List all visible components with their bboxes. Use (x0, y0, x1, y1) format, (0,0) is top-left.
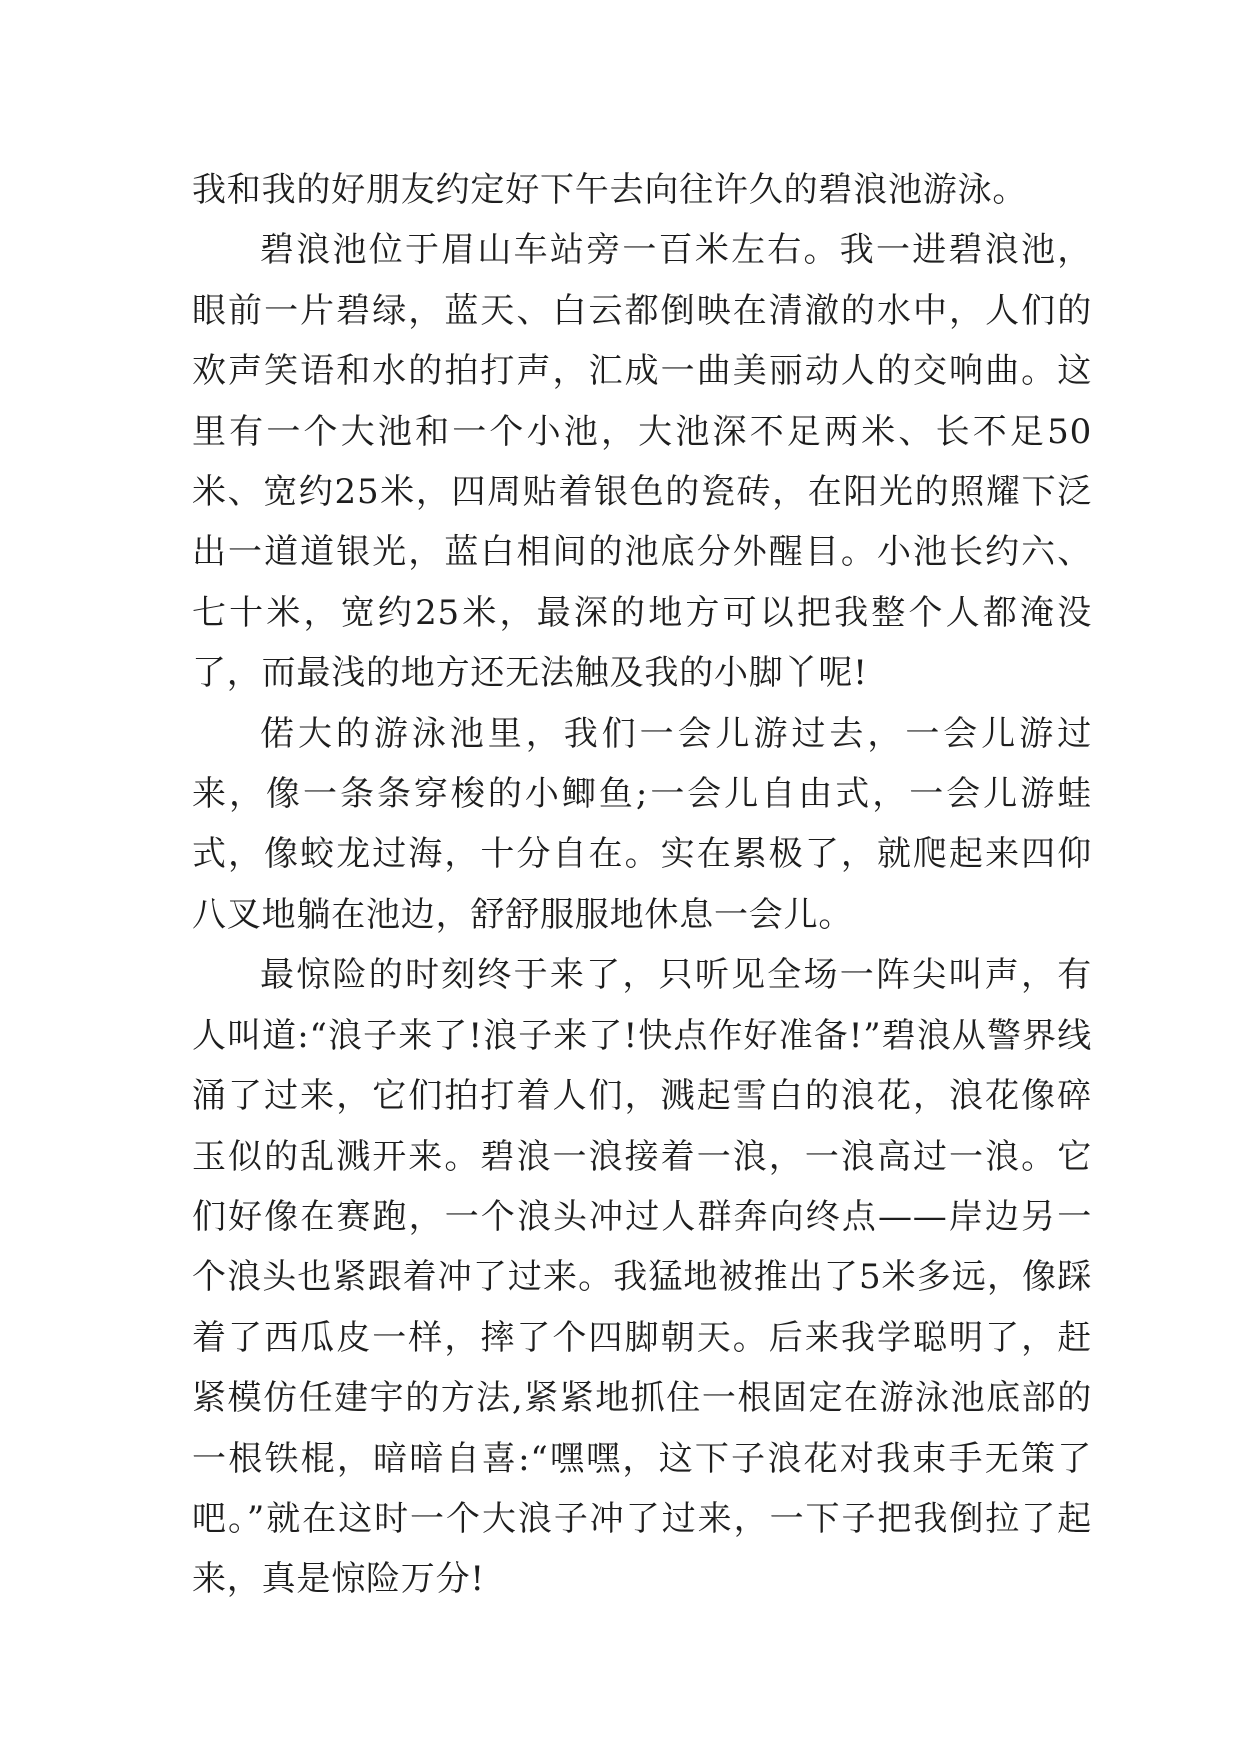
paragraph-3: 偌大的游泳池里，我们一会儿游过去，一会儿游过来，像一条条穿梭的小鲫鱼;一会儿自由式，一会儿游蛙式，像蛟龙过海，十分自在。实在累极了，就爬起来四仰八叉地躺在池边，舒舒服服地休息一会儿。 (192, 713, 1092, 935)
essay-body (192, 160, 1092, 1610)
paragraph-4: 最惊险的时刻终于来了，只听见全场一阵尖叫声，有人叫道:“浪子来了!浪子来了!快点作好准备!”碧浪从警界线涌了过来，它们拍打着人们，溅起雪白的浪花，浪花像碎玉似的乱溅开来。碧浪一浪接着一浪，一浪高过一浪。它们好像在赛跑，一个浪头冲过人群奔向终点——岸边另一个浪头也紧跟着冲了过来。我猛地被推出了5米多远，像踩着了西瓜皮一样，摔了个四脚朝天。后来我学聪明了，赶紧模仿任建宇的方法,紧紧地抓住一根固定在游泳池底部的一根铁棍，暗暗自喜:“嘿嘿，这下子浪花对我束手无策了吧。”就在这时一个大浪子冲了过来，一下子把我倒拉了起来，真是惊险万分! (192, 955, 1092, 1600)
paragraph-2: 碧浪池位于眉山车站旁一百米左右。我一进碧浪池，眼前一片碧绿，蓝天、白云都倒映在清澈的水中，人们的欢声笑语和水的拍打声，汇成一曲美丽动人的交响曲。这里有一个大池和一个小池，大池深不足两米、长不足50米、宽约25米，四周贴着银色的瓷砖，在阳光的照耀下泛出一道道银光，蓝白相间的池底分外醒目。小池长约六、七十米，宽约25米，最深的地方可以把我整个人都淹没了，而最浅的地方还无法触及我的小脚丫呢! (192, 230, 1092, 694)
paragraph-1: 我和我的好朋友约定好下午去向往许久的碧浪池游泳。 (192, 170, 1028, 210)
